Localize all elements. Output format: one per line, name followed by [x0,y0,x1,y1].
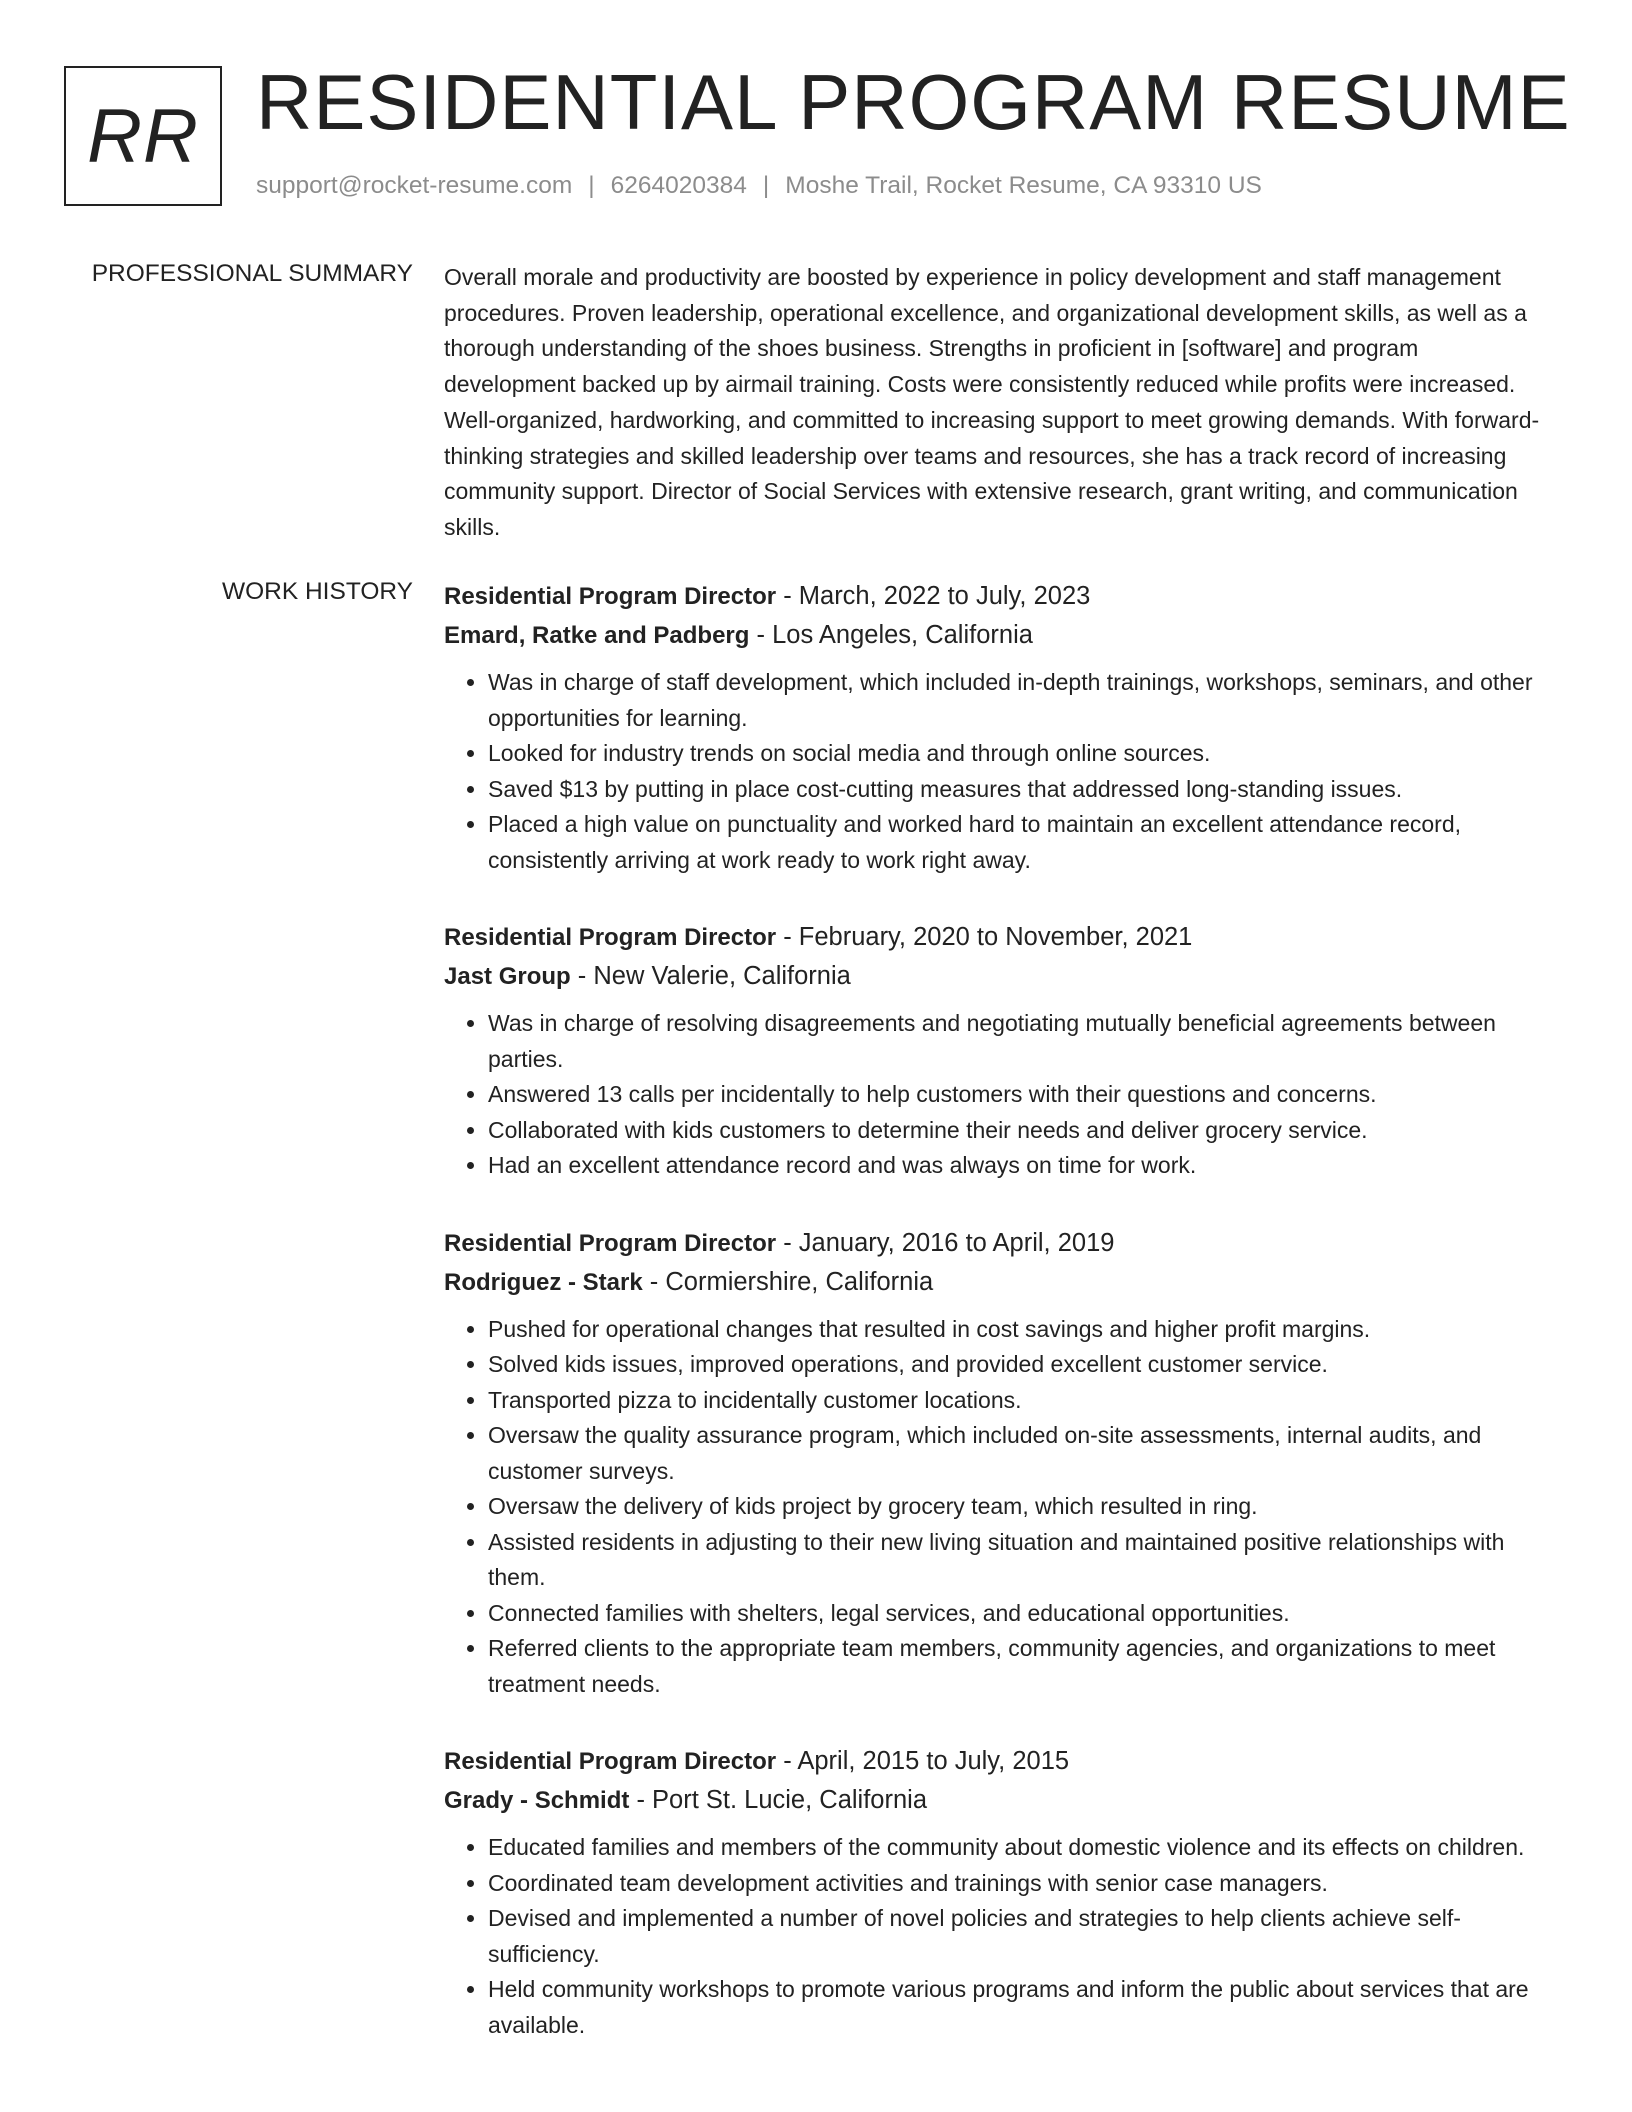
job-location: - New Valerie, California [570,962,851,990]
job-title-line [444,918,1556,957]
job-bullet: • Transported pizza to incidentally customer locations. [488,1383,1556,1419]
job-title-line [444,1224,1556,1263]
job-location: - Cormiershire, California [642,1267,934,1296]
job-bullet: • Saved $13 by putting in place cost-cutting measures that addressed long-standing issues. [488,772,1556,808]
job-bullet-list [444,1830,1556,2043]
job-entry [444,918,1556,1184]
contact-line [256,172,1262,200]
job-company: Rodriguez - Stark [444,1268,643,1296]
job-entry [444,1742,1556,2043]
contact-separator: | [762,172,770,199]
job-location: - Los Angeles, California [749,621,1033,649]
job-bullet: • Assisted residents in adjusting to their new living situation and maintained positive relationships with them. [488,1525,1556,1596]
contact-address: Moshe Trail, Rocket Resume, CA 93310 US [785,172,1262,199]
job-company: Jast Group [444,963,571,990]
job-bullet: • Devised and implemented a number of novel policies and strategies to help clients achieve self-sufficiency. [488,1901,1556,1972]
monogram-logo: RR [64,66,222,206]
job-bullet: • Referred clients to the appropriate team members, community agencies, and organizations to meet treatment needs. [488,1631,1556,1702]
contact-email[interactable]: support@rocket-resume.com [256,172,573,199]
job-bullet: • Was in charge of staff development, which included in-depth trainings, workshops, seminars, and other opportunities for learning. [488,665,1556,736]
job-bullet-list [444,665,1556,878]
job-bullet: • Looked for industry trends on social media and through online sources. [488,736,1556,772]
job-bullet-list [444,1006,1556,1184]
job-bullet: • Was in charge of resolving disagreements and negotiating mutually beneficial agreements between parties. [488,1006,1556,1077]
summary-section-label: PROFESSIONAL SUMMARY [91,260,413,287]
job-title-line [444,577,1556,616]
job-title: Residential Program Director [444,583,777,610]
job-bullet: • Had an excellent attendance record and was always on time for work. [488,1148,1556,1184]
job-dates: - February, 2020 to November, 2021 [776,923,1193,951]
work-history-list [444,577,1556,2083]
work-history-section-label: WORK HISTORY [221,578,413,605]
job-bullet: • Placed a high value on punctuality and worked hard to maintain an excellent attendance record, consistently arriving at work ready to work right away. [488,807,1556,878]
job-company-line [444,957,1556,996]
job-dates: - March, 2022 to July, 2023 [776,582,1091,610]
job-bullet: • Oversaw the quality assurance program, which included on-site assessments, internal audits, and customer surveys. [488,1418,1556,1489]
job-bullet: • Coordinated team development activities and trainings with senior case managers. [488,1866,1556,1902]
job-company-line [444,616,1556,655]
resume-title: RESIDENTIAL PROGRAM RESUME [256,58,1571,146]
contact-separator: | [588,172,595,199]
job-dates: - April, 2015 to July, 2015 [776,1747,1070,1775]
job-bullet: • Collaborated with kids customers to determine their needs and deliver grocery service. [488,1113,1556,1149]
job-company: Grady - Schmidt [444,1787,630,1814]
job-entry [444,577,1556,878]
job-title-line [444,1742,1556,1781]
job-bullet: • Oversaw the delivery of kids project by grocery team, which resulted in ring. [488,1489,1556,1525]
job-company: Emard, Ratke and Padberg [444,622,750,649]
job-title: Residential Program Director [444,1748,777,1775]
job-title: Residential Program Director [444,1229,777,1257]
job-company-line [444,1263,1556,1302]
job-location: - Port St. Lucie, California [629,1786,927,1814]
job-bullet: • Solved kids issues, improved operations, and provided excellent customer service. [488,1347,1556,1383]
job-bullet: • Held community workshops to promote various programs and inform the public about services that are available. [488,1972,1556,2043]
contact-phone[interactable]: 6264020384 [610,172,747,199]
job-entry [444,1224,1556,1703]
job-title: Residential Program Director [444,924,777,951]
job-bullet: • Answered 13 calls per incidentally to help customers with their questions and concerns. [488,1077,1556,1113]
job-bullet-list [444,1312,1556,1703]
job-bullet: • Educated families and members of the community about domestic violence and its effects on children. [488,1830,1556,1866]
job-bullet: • Connected families with shelters, legal services, and educational opportunities. [488,1596,1556,1632]
job-bullet: • Pushed for operational changes that resulted in cost savings and higher profit margins. [488,1312,1556,1348]
summary-text: Overall morale and productivity are boosted by experience in policy development and staff management procedures. Proven leadership, operational excellence, and organizational development skills, as well as a thorough understanding of the shoes business. Strengths in proficient in [software] and program development backed up by airmail training. Costs were consistently reduced while profits were increased. Well-organized, hardworking, and committed to increasing support to meet growing demands. With forward-thinking strategies and skilled leadership over teams and resources, she has a track record of increasing community support. Director of Social Services with extensive research, grant writing, and communication skills. [444,264,1540,540]
job-dates: - January, 2016 to April, 2019 [776,1228,1115,1257]
job-company-line [444,1781,1556,1820]
